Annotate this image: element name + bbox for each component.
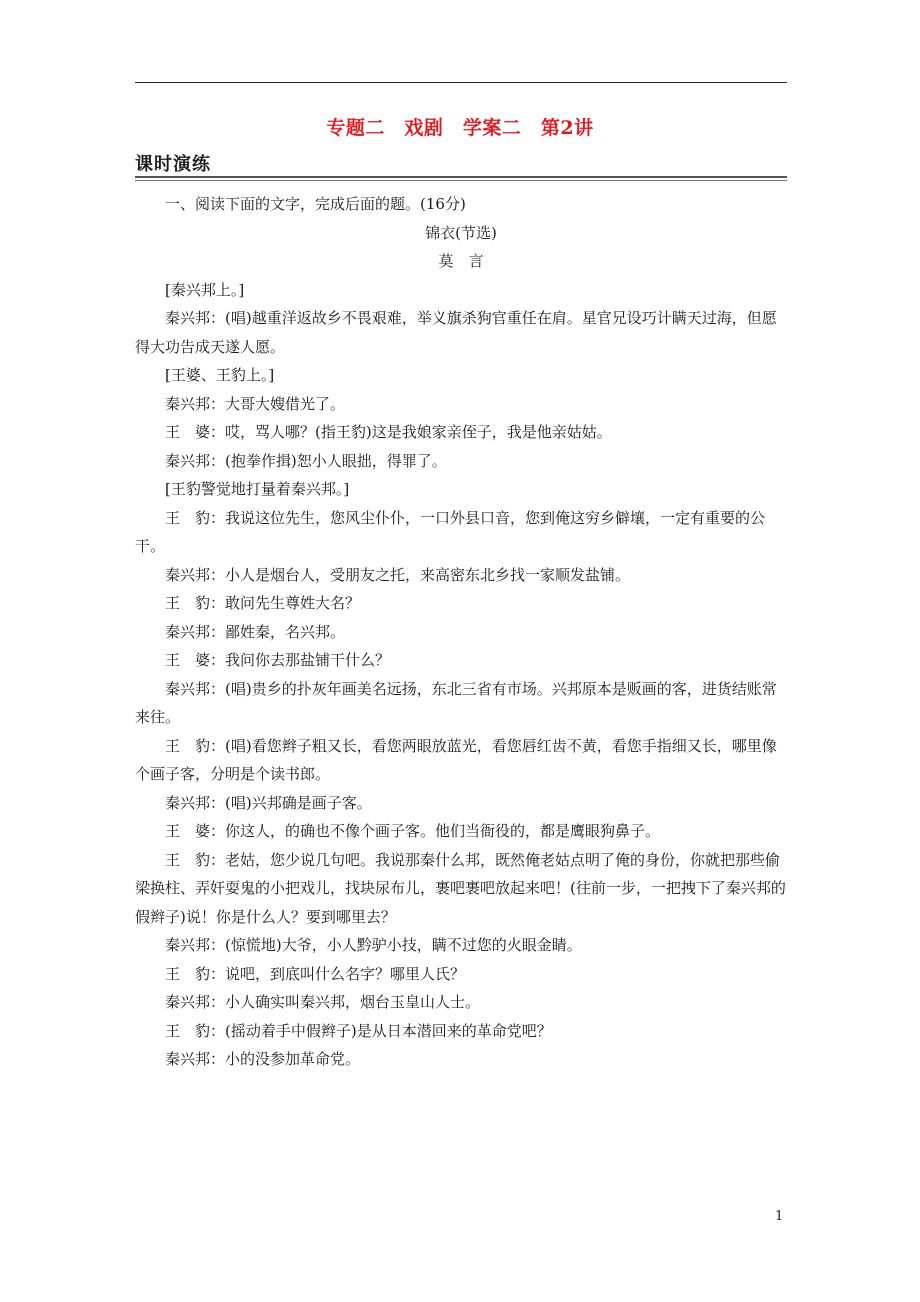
dialogue-line: 王 豹：我说这位先生，您风尘仆仆，一口外县口音，您到俺这穷乡僻壤，一定有重要的公干。 [135, 508, 766, 555]
dialogue-line: 王 豹：(摇动着手中假辫子)是从日本潜回来的革命党吧？ [165, 1021, 552, 1040]
document-body [135, 190, 787, 1074]
dialogue-line: 秦兴邦：小人是烟台人，受朋友之托，来高密东北乡找一家顺发盐铺。 [165, 565, 631, 584]
dialogue-line: 王 豹：说吧，到底叫什么名字？哪里人氏？ [165, 964, 466, 983]
dialogue-line: 秦兴邦：小的没参加革命党。 [165, 1050, 361, 1068]
dialogue-line: 王 豹：敢问先生尊姓大名？ [165, 594, 361, 612]
dialogue-line: 秦兴邦：(唱)越重洋返故乡不畏艰难，举义旗杀狗官重任在肩。星官兄设巧计瞒天过海，但愿得大功告成天遂人愿。 [135, 309, 777, 356]
page-title: 专题二 戏剧 学案二 第2讲 [326, 117, 594, 139]
dialogue-line: 秦兴邦：(唱)兴邦确是画子客。 [165, 793, 372, 812]
dialogue-line: 秦兴邦：(唱)贵乡的扑灰年画美名远扬，东北三省有市场。兴邦原本是贩画的客，进货结账常来往。 [135, 679, 777, 726]
dialogue-line: 秦兴邦：小人确实叫秦兴邦，烟台玉皇山人士。 [165, 993, 481, 1011]
dialogue-line: 秦兴邦：(惊慌地)大爷，小人黔驴小技，瞒不过您的火眼金睛。 [165, 936, 582, 954]
question-intro: 一、阅读下面的文字，完成后面的题。(16分) [165, 195, 466, 213]
section-rule-thin [135, 180, 787, 181]
dialogue-line: 秦兴邦：(抱拳作揖)恕小人眼拙，得罪了。 [165, 451, 447, 470]
stage-direction: [王婆、王豹上。] [165, 366, 275, 384]
dialogue-line: 王 豹：老姑，您少说几句吧。我说那秦什么邦，既然俺老姑点明了俺的身份，你就把那些偷梁换柱、弄奸耍鬼的小把戏儿，找块尿布儿，裹吧裹吧放起来吧！(往前一步，一把拽下了秦兴邦的假辫子)说！你是什么人？要到哪里去？ [135, 850, 786, 926]
dialogue-line: 王 豹：(唱)看您辫子粗又长，看您两眼放蓝光，看您唇红齿不黄，看您手指细又长，哪里像个画子客，分明是个读书郎。 [135, 736, 777, 783]
header-rule [135, 82, 787, 83]
passage-author: 莫 言 [438, 252, 484, 270]
dialogue-line: 秦兴邦：大哥大嫂借光了。 [165, 394, 346, 413]
dialogue-line: 王 婆：我问你去那盐铺干什么？ [165, 651, 391, 669]
passage-title: 锦衣(节选) [425, 223, 497, 242]
dialogue-line: 王 婆：哎，骂人哪？(指王豹)这是我娘家亲侄子，我是他亲姑姑。 [165, 423, 612, 441]
stage-direction: [王豹警觉地打量着秦兴邦。] [165, 480, 350, 498]
section-heading: 课时演练 [135, 154, 211, 175]
dialogue-line: 秦兴邦：鄙姓秦，名兴邦。 [165, 622, 346, 641]
dialogue-line: 王 婆：你这人，的确也不像个画子客。他们当衙役的，都是鹰眼狗鼻子。 [165, 822, 661, 840]
stage-direction: [秦兴邦上。] [165, 280, 245, 299]
section-rule-thick [135, 176, 787, 178]
page-number: 1 [775, 1209, 784, 1224]
